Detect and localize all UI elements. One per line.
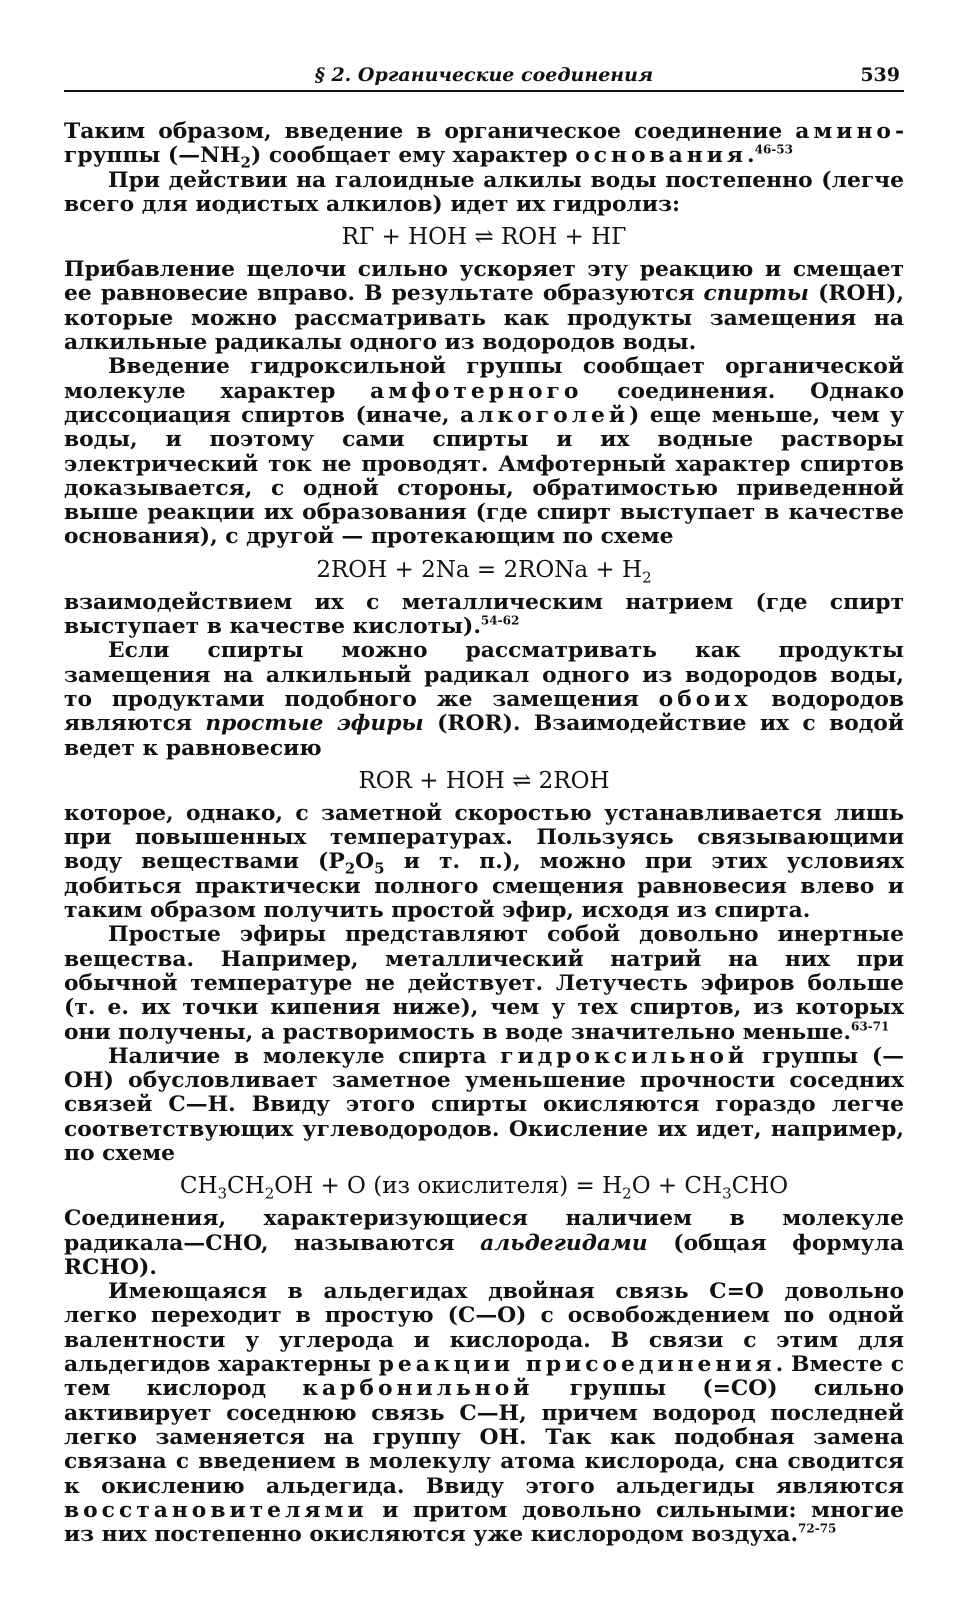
paragraph-5 [64,591,904,640]
text-run: . Вместе с тем кислород [64,1352,904,1402]
text-run: (общая формула RCHO). [64,1230,904,1280]
text-run: (ROR). Взаимодействие их с водой ведет к равновесию [64,711,904,761]
text-run: Наличие в молекуле спирта [108,1043,501,1069]
paragraph-7 [64,802,904,923]
text-run: Соединения, характеризующиеся наличием в молекуле радикала—CHO, называются [64,1206,904,1256]
paragraph-10 [64,1207,904,1280]
formula-text: CHO [731,1173,789,1200]
text-run: O [355,849,375,875]
text-run: Введение гидроксильной группы сообщает органической молекуле характер [64,354,904,404]
text-run: Если спирты можно рассматривать как продукты замещения на алкильный радикал одного из водородов воды, то продуктами подобного же замещения [64,638,904,712]
paragraph-9 [64,1045,904,1166]
formula-text: CH [227,1173,265,1200]
paragraph-1 [64,119,904,172]
footnote-ref[interactable]: 72-75 [798,1521,837,1536]
formula-oxidation [64,1171,904,1201]
subscript: 3 [217,1184,228,1203]
text-run: ) еще меньше, чем у воды, и поэтому сами спирты и их водные растворы электрический ток не проводят. Амфотерный характер спиртов доказывается, с одной стороны, обратимостью приведенной выше реакции их образования (где спирт выступает в качестве основания), с другой — протекающим по схеме [64,402,904,550]
text-run: и т. п.), можно при этих условиях добиться практически полного смещения равновесия влево и таким образом получить простой эфир, исходя из спирта. [64,849,904,924]
footnote-ref[interactable]: 54-62 [480,613,520,628]
subscript: 2 [344,859,356,878]
spaced-term: амфотерного [370,378,583,404]
italic-term: спирты [703,281,809,307]
subscript: 5 [374,859,385,878]
text-run: ) сообщает ему характер [250,143,576,169]
body-text [64,120,904,1547]
text-run: и притом довольно сильными: многие из них постепенно окисляются уже кислородом воздуха. [64,1497,904,1548]
text-run: Таким образом, введение в органическое соединение [64,119,796,144]
formula-text: 2ROH + 2Na = 2RONa + H [316,556,643,583]
spaced-term: восстановителями [64,1497,368,1523]
footnote-ref[interactable]: 63-71 [851,1019,890,1034]
paragraph-8 [64,923,904,1044]
spaced-term: основания [575,143,747,169]
text-run: (ROH), которые можно рассматривать как продукты замещения на алкильные радикалы одного из водородов воды. [64,281,905,356]
formula-hydrolysis: RГ + HOH ⇌ ROH + HГ [341,224,627,251]
formula-text: O + CH [631,1173,723,1200]
italic-term: простые эфиры [205,711,424,737]
text-run: . [747,143,755,169]
spaced-term: алкоголей [459,402,630,428]
page-number: 539 [860,64,900,86]
subscript: 2 [622,1184,632,1203]
paragraph-3 [64,258,904,355]
spaced-term: амино [795,119,895,144]
italic-term: альдегидами [480,1230,648,1256]
formula-sodium [64,555,904,585]
formula-text: CH [179,1173,218,1200]
text-run: Имеющаяся в альдегидах двойная связь C=O довольно легко переходит в простую (C—O) с освобождением по одной валентности у углерода и кислорода. В связи с этим для альдегидов характерны [64,1279,904,1378]
paragraph-6 [64,639,904,760]
formula-ether-equilibrium: ROR + HOH ⇌ 2ROH [358,767,610,794]
spaced-term: обоих [658,686,752,712]
text-run: Простые эфиры представляют собой довольно инертные вещества. Например, металлический натрий на них при обычной температуре не действует. Летучесть эфиров больше (т. е. их точки кипения ниже), чем у тех спиртов, из которых они получены, а растворимость в воде значительно меньше. [64,922,904,1045]
text-run: водородов являются [64,686,905,737]
subscript: 3 [722,1184,732,1203]
paragraph-11 [64,1280,904,1547]
spaced-term: гидроксильной [500,1043,749,1069]
text-run: группы (—OH) обусловливает заметное уменьшение прочности соседних связей C—H. Ввиду этого спирты окисляются гораздо легче соответствующих углеводородов. Окисление их идет, например, по схеме [64,1043,904,1166]
formula-text: OH + O (из окислителя) = H [274,1173,623,1200]
text-run: которое, однако, с заметной скоростью устанавливается лишь при повышенных температурах. Пользуясь связывающими воду веществами (P [64,800,904,875]
subscript: 2 [642,568,652,587]
running-header [64,60,904,92]
text-run: -группы (—NH [64,119,904,169]
book-page [64,60,904,1547]
spaced-term: реакции присоединения [378,1352,776,1378]
subscript: 2 [240,153,251,172]
text-run: Прибавление щелочи сильно ускоряет эту реакцию и смещает ее равновесие вправо. В результате образуются [64,257,904,307]
text-run: взаимодействием их с металлическим натрием (где спирт выступает в качестве кислоты). [64,589,904,640]
text-run: соединения. Однако диссоциация спиртов (иначе, [64,378,904,428]
running-title: § 2. Органические соединения [314,64,654,86]
subscript: 2 [264,1184,275,1203]
text-run: группы (=CO) сильно активирует соседнюю связь C—H, причем водород последней легко заменяется на группу OH. Так как подобная замена связана с введением в молекулу атома кислорода, сна сводится к окислению альдегида. Ввиду этого альдегиды являются [64,1376,904,1499]
text-run: При действии на галоидные алкилы воды постепенно (легче всего для иодистых алкилов) идет их гидролиз: [64,167,904,217]
paragraph-2 [64,169,904,218]
paragraph-4 [64,355,904,549]
spaced-term: карбонильной [302,1376,534,1402]
footnote-ref[interactable]: 46-53 [754,143,793,158]
